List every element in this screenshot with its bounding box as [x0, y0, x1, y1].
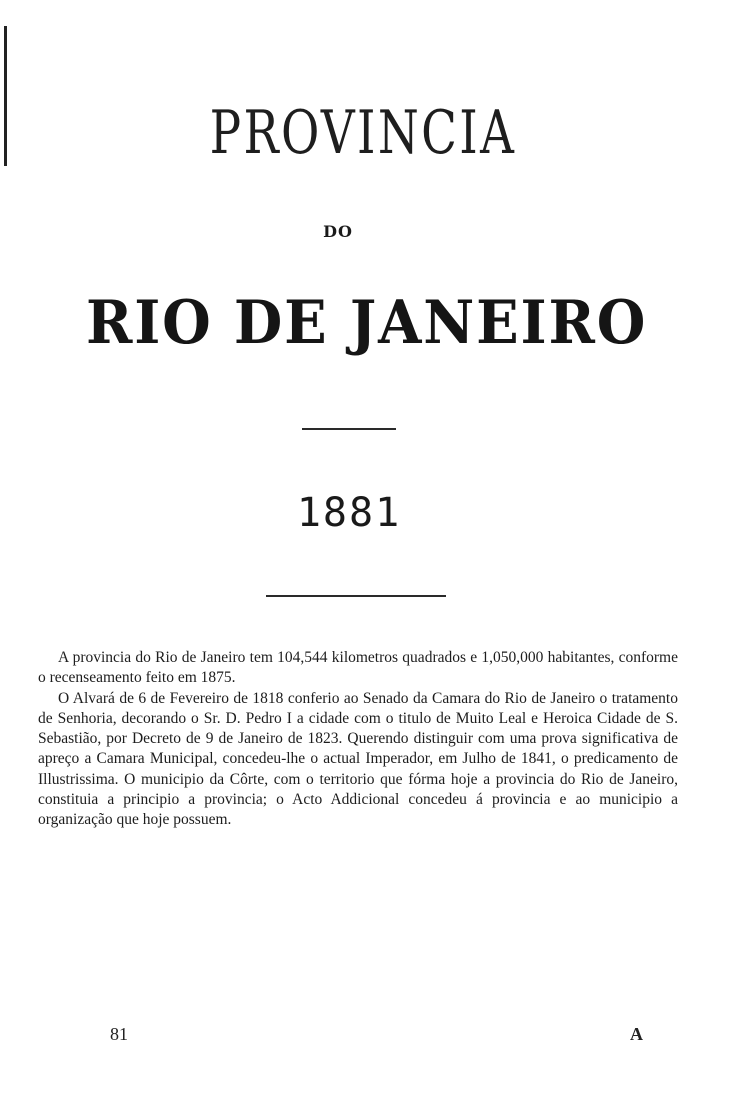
document-subtitle: RIO DE JANEIRO	[85, 288, 648, 358]
signature-mark: 81	[110, 1024, 128, 1044]
body-text	[38, 648, 678, 831]
publication-year: 1881	[296, 490, 402, 536]
paragraph: A provincia do Rio de Janeiro tem 104,544 kilometros quadrados e 1,050,000 habitantes, conforme o recenseamento feito em 1875.	[38, 649, 678, 687]
scan-edge-line	[4, 26, 7, 166]
divider-long	[266, 595, 446, 597]
title-connector: DO	[323, 222, 353, 241]
page-letter: A	[630, 1024, 643, 1044]
document-title: PROVINCIA	[209, 98, 517, 168]
divider-short	[302, 428, 396, 430]
paragraph: O Alvará de 6 de Fevereiro de 1818 conferio ao Senado da Camara do Rio de Janeiro o tratamento de Senhoria, decorando o Sr. D. Pedro I a cidade com o titulo de Muito Leal e Heroica Cidade de S. Sebastião, por Decreto de 9 de Janeiro de 1823. Querendo distinguir com uma prova significativa de apreço a Camara Municipal, concedeu-lhe o actual Imperador, em Julho de 1841, o predicamento de Illustrissima. O municipio da Côrte, com o territorio que fórma hoje a provincia do Rio de Janeiro, constituia a principio a provincia; o Acto Addicional concedeu á provincia e ao municipio a organização que hoje possuem.	[38, 689, 678, 829]
